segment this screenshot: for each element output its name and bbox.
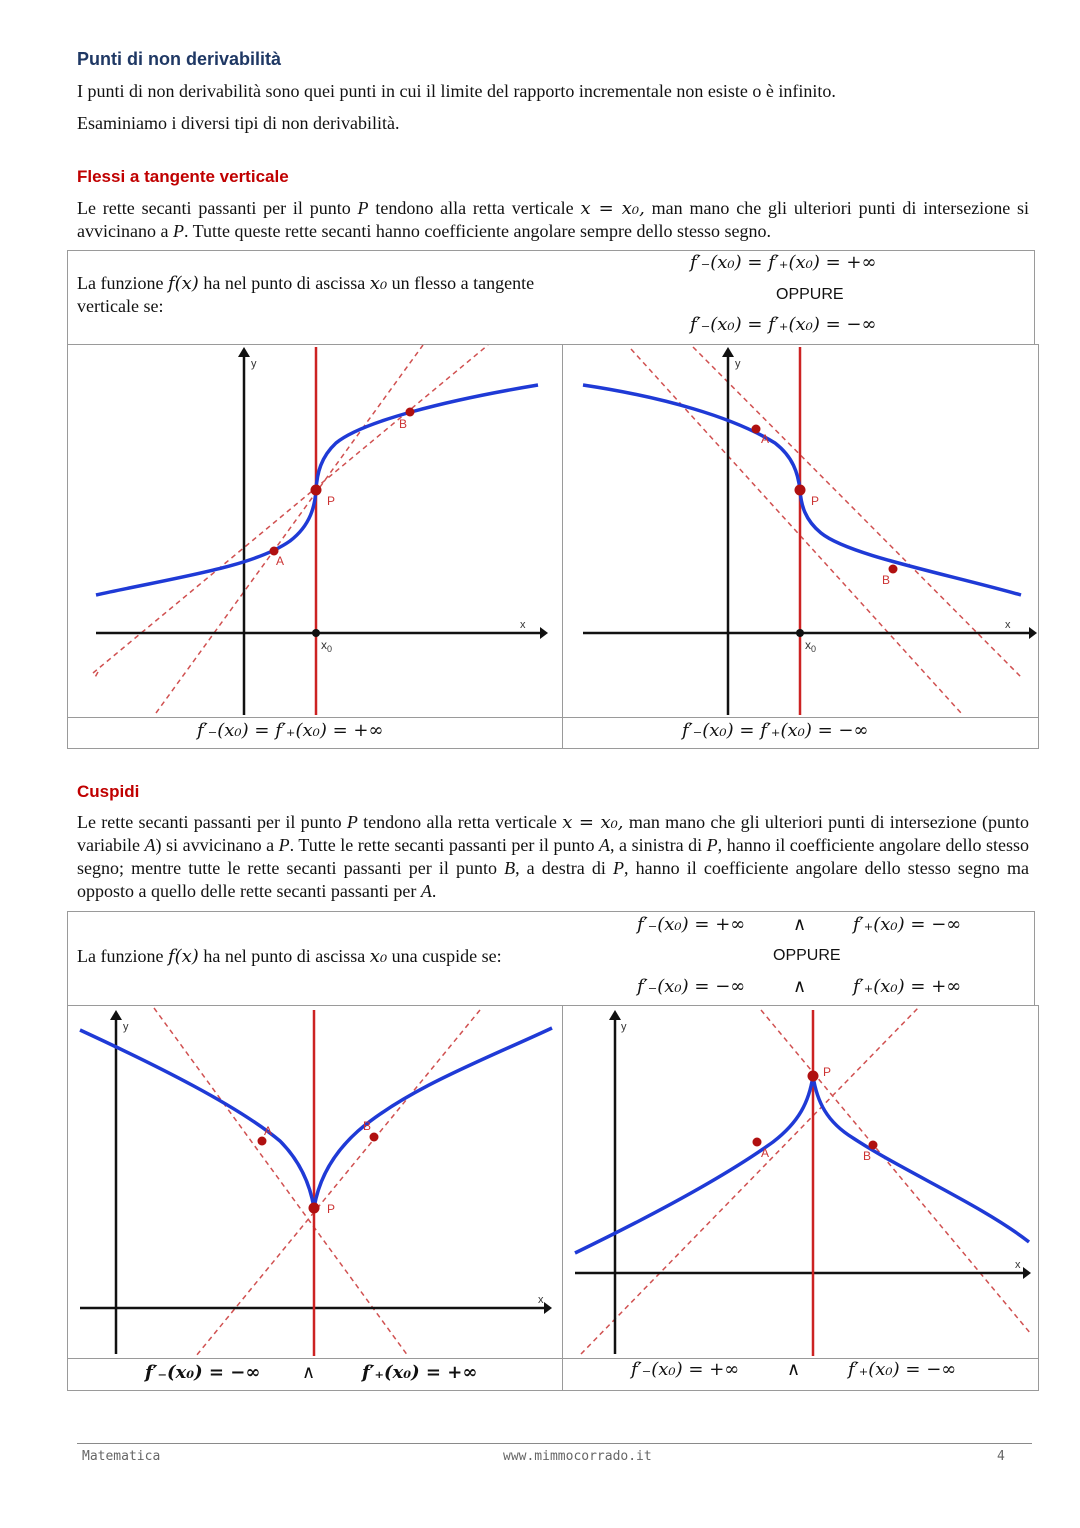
cuspidi-formula-2-left: f′₋(x₀) = −∞ [637, 976, 746, 997]
y-axis-arrow [238, 347, 250, 357]
flessi-condition-text: La funzione f(x) ha nel punto di ascissa x₀ un flesso a tangente verticale se: [77, 273, 535, 316]
cuspidi-oppure: OPPURE [773, 947, 841, 964]
flessi-caption-right: f′₋(x₀) = f′₊(x₀) = −∞ [682, 720, 869, 741]
cuspidi-formula-2-and: ∧ [793, 976, 807, 997]
secant-line-b [93, 345, 488, 673]
secant-line-a-p [156, 345, 423, 713]
cuspidi-caption-right-a: f′₋(x₀) = +∞ [631, 1359, 740, 1380]
label-x0: $x_0$ [321, 638, 333, 654]
cuspidi-formula-1-and: ∧ [793, 914, 807, 935]
cuspidi-title: Cuspidi [77, 782, 140, 801]
x-axis-arrow [1029, 627, 1037, 639]
secant-line-a [581, 1008, 918, 1354]
point-p [808, 1071, 819, 1082]
label-b: B [363, 1119, 372, 1133]
footer-subject: Matematica [82, 1449, 161, 1464]
cuspidi-formula-1-right: f′₊(x₀) = −∞ [853, 914, 962, 935]
point-a [752, 425, 761, 434]
label-p: P [327, 494, 336, 508]
y-axis-label: y [735, 358, 741, 370]
cuspidi-formula-1-left: f′₋(x₀) = +∞ [637, 914, 746, 935]
x-axis-arrow [540, 627, 548, 639]
label-p: P [811, 494, 820, 508]
cuspidi-paragraph: Le rette secanti passanti per il punto P tendono alla retta verticale x = x₀, man mano che gli ulteriori punti di intersezione (punto variabile A) si avvicinano a P. Tutte le rette secanti passanti per il punto A, a sinistra di P, hanno il coefficiente angolare dello stesso segno; mentre tutte le rette secanti passanti per il punto B, a destra di P, hanno il coefficiente angolare dello stesso segno ma opposto a quello delle rette secanti passanti per A. [77, 812, 1030, 901]
x-axis-label: x [520, 619, 526, 631]
footer-rule [77, 1443, 1032, 1444]
cuspidi-caption-right-and: ∧ [787, 1359, 801, 1380]
cuspidi-caption-left-and: ∧ [302, 1362, 316, 1383]
label-b: B [863, 1149, 872, 1163]
secant-line-a [94, 672, 98, 679]
cuspidi-condition-text: La funzione f(x) ha nel punto di ascissa x₀ una cuspide se: [77, 946, 502, 967]
label-a: A [761, 432, 770, 446]
x-axis-label: x [1015, 1259, 1021, 1271]
secant-line-b [196, 1010, 480, 1356]
secant-line-a [154, 1008, 408, 1356]
x-axis-arrow [544, 1302, 552, 1314]
secant-line-b [761, 1010, 1031, 1334]
label-b: B [399, 417, 408, 431]
intro-paragraph-2: Esaminiamo i diversi tipi di non derivabilità. [77, 113, 400, 133]
footer-website: www.mimmocorrado.it [503, 1449, 652, 1464]
y-axis-arrow [609, 1010, 621, 1020]
flessi-formula-2: f′₋(x₀) = f′₊(x₀) = −∞ [690, 314, 877, 335]
point-x0 [796, 629, 804, 637]
label-p: P [327, 1202, 336, 1216]
x-axis-label: x [1005, 619, 1011, 631]
point-p [311, 485, 322, 496]
x-axis-label: x [538, 1294, 544, 1306]
y-axis-label: y [251, 358, 257, 370]
flessi-paragraph: Le rette secanti passanti per il punto P tendono alla retta verticale x = x₀, man mano che gli ulteriori punti di intersezione si avvicinano a P. Tutte queste rette secanti hanno coefficiente angolare sempre dello stesso segno. [77, 198, 1029, 241]
cuspidi-graph-down [68, 1006, 562, 1357]
flessi-oppure: OPPURE [776, 286, 844, 303]
function-curve [575, 1076, 1029, 1253]
x-axis-arrow [1023, 1267, 1031, 1279]
point-p [795, 485, 806, 496]
label-a: A [761, 1146, 770, 1160]
flessi-title: Flessi a tangente verticale [77, 167, 289, 186]
label-p: P [823, 1065, 832, 1079]
flessi-formula-1: f′₋(x₀) = f′₊(x₀) = +∞ [690, 252, 877, 273]
cuspidi-formula-2-right: f′₊(x₀) = +∞ [853, 976, 962, 997]
y-axis-label: y [621, 1021, 627, 1033]
label-b: B [882, 573, 891, 587]
y-axis-label: y [123, 1021, 129, 1033]
footer-page-number: 4 [997, 1449, 1005, 1464]
label-a: A [264, 1124, 273, 1138]
label-x0: $x_0$ [805, 638, 817, 654]
point-b [406, 408, 415, 417]
cuspidi-caption-right-b: f′₊(x₀) = −∞ [848, 1359, 957, 1380]
flessi-graph-decreasing [563, 345, 1038, 716]
function-curve [80, 1028, 552, 1208]
cuspidi-caption-left-a: f′₋(x₀) = −∞ [145, 1362, 261, 1383]
secant-line-b [693, 347, 1021, 677]
y-axis-arrow [722, 347, 734, 357]
section-title: Punti di non derivabilità [77, 49, 282, 69]
label-a: A [276, 554, 285, 568]
point-b [370, 1133, 379, 1142]
flessi-graph-increasing [68, 345, 562, 716]
cuspidi-graph-up [563, 1006, 1038, 1357]
cuspidi-caption-left-b: f′₊(x₀) = +∞ [362, 1362, 478, 1383]
point-p [309, 1203, 320, 1214]
flessi-caption-left: f′₋(x₀) = f′₊(x₀) = +∞ [197, 720, 384, 741]
intro-paragraph-1: I punti di non derivabilità sono quei punti in cui il limite del rapporto incrementale non esiste o è infinito. [77, 81, 836, 101]
point-x0 [312, 629, 320, 637]
y-axis-arrow [110, 1010, 122, 1020]
